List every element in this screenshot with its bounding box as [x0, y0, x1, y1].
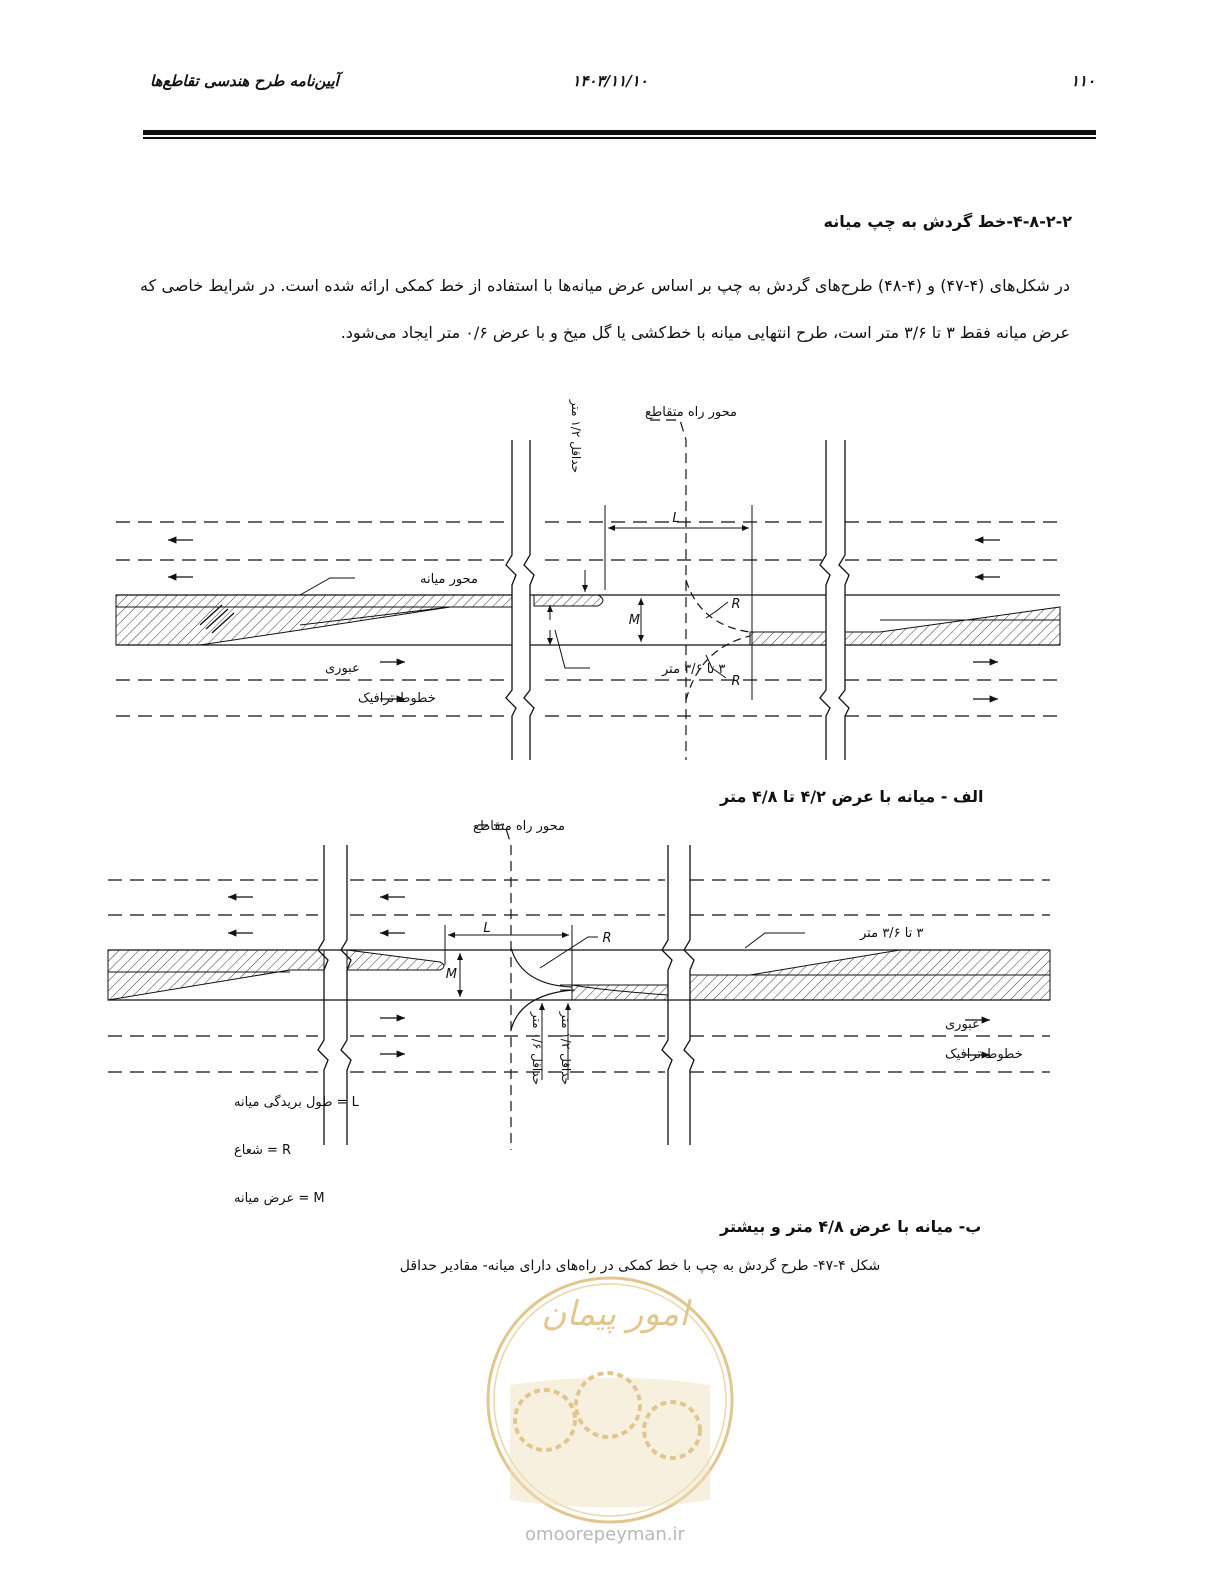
legend-L: L = طول بریدگی میانه	[234, 1095, 359, 1110]
figure-a	[116, 420, 1060, 760]
fig-a-through: عبوری	[325, 661, 360, 676]
section-heading: ۴-۸-۲-۲-خط گردش به چپ میانه	[823, 212, 1072, 231]
fig-a-median-axis: محور میانه	[420, 572, 478, 587]
running-title: آیین‌نامه طرح هندسی تقاطع‌ها	[150, 72, 339, 90]
fig-b-through: عبوری	[945, 1017, 980, 1032]
header-date: ۱۴۰۳/۱۱/۱۰	[572, 72, 648, 90]
page-number: ۱۱۰	[1070, 72, 1095, 90]
fig-b-min-12: حداقل ۱/۲ متر	[559, 1011, 573, 1085]
fig-b-min-06: حداقل ۰/۶ متر	[530, 1011, 544, 1085]
fig-b-subtitle: ب- میانه با عرض ۴/۸ متر و بیشتر	[720, 1217, 982, 1236]
fig-b-M: M	[445, 967, 457, 982]
fig-b-width-label: ۳ تا ۳/۶ متر	[860, 926, 924, 941]
watermark-url: omoorepeyman.ir	[525, 1524, 685, 1545]
fig-a-L: L	[672, 511, 680, 526]
fig-a-subtitle: الف - میانه با عرض ۴/۲ تا ۴/۸ متر	[720, 787, 984, 806]
fig-a-R-bottom: R	[731, 674, 741, 689]
legend-R: R = شعاع	[234, 1143, 292, 1158]
legend-M: M = عرض میانه	[234, 1191, 325, 1206]
fig-a-crossroad-axis: محور راه متقاطع	[645, 405, 738, 420]
watermark-logo	[488, 1278, 732, 1522]
figure-caption: شکل ۴-۴۷- طرح گردش به چپ با خط کمکی در راه‌های دارای میانه- مقادیر حداقل	[399, 1258, 881, 1274]
fig-a-R-top: R	[731, 597, 741, 612]
fig-b-L: L	[483, 921, 491, 936]
fig-b-R: R	[602, 931, 612, 946]
figure-b-labels	[446, 819, 1023, 1236]
legend	[234, 1094, 360, 1206]
fig-a-traffic-lanes: خطوط ترافیک	[358, 691, 436, 706]
fig-b-traffic-lanes: خطوط ترافیک	[945, 1047, 1023, 1062]
watermark-logo-text: امور پیمان	[541, 1294, 689, 1334]
fig-a-width-label: ۳ تا ۳/۶ متر	[662, 662, 726, 677]
section-paragraph: در شکل‌های (۴-۴۷) و (۴-۴۸) طرح‌های گردش به چپ بر اساس عرض میانه‌ها با استفاده از خط کمکی ارائه شده است. در شرایط خاصی که عرض میانه فقط ۳ تا ۳/۶ متر است، طرح انتهایی میانه با خط‌کشی یا گل میخ و با عرض ۰/۶ متر ایجاد می‌شود.	[140, 276, 1071, 342]
fig-a-min-label: حداقل ۱/۲ متر	[569, 399, 583, 473]
fig-b-crossroad-axis: محور راه متقاطع	[473, 819, 566, 834]
fig-a-M: M	[628, 613, 640, 628]
